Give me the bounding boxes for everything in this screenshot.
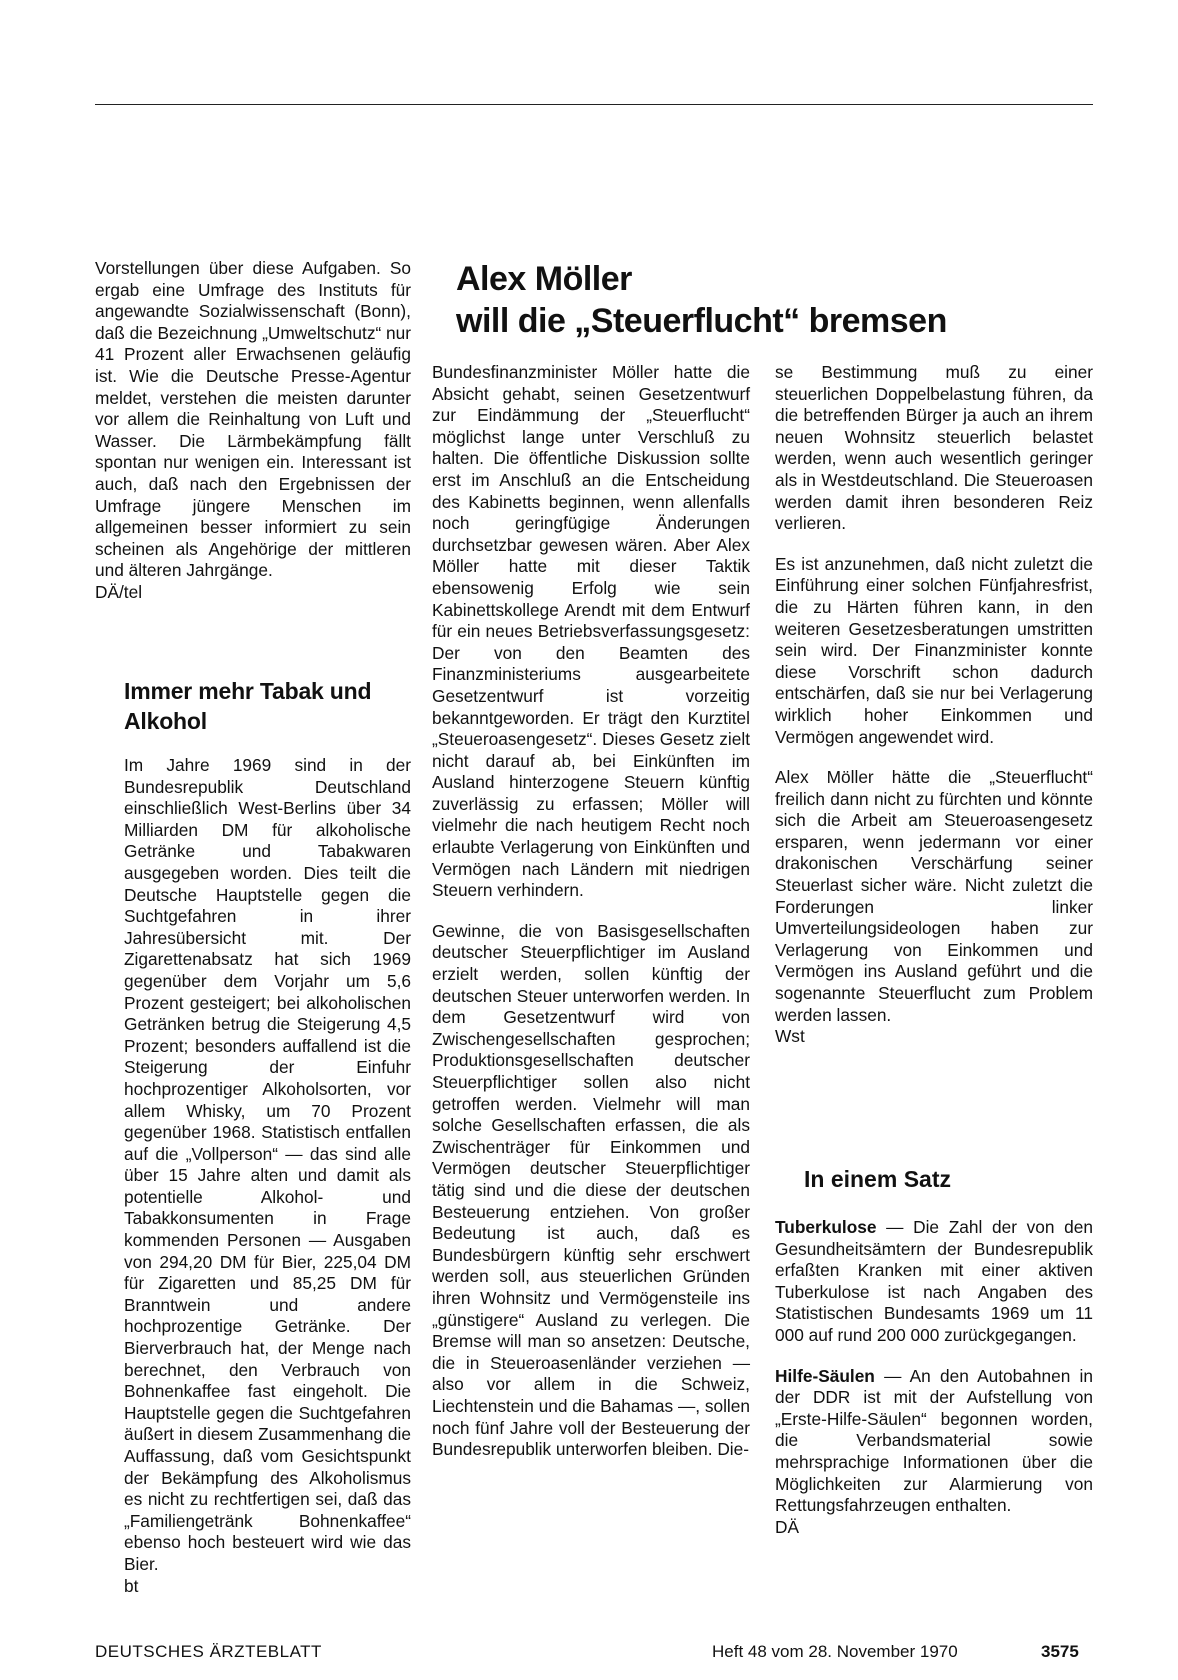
item-lead-tuberkulose: Tuberkulose	[775, 1217, 877, 1237]
main-paragraph-5: Alex Möller hätte die „Steuerflucht“ freilich dann nicht zu fürchten und könnte sich die Arbeit am Steueroasengesetz ersparen, wenn jedermann vor einer drakonischen Verschärfung seiner Steuerlast sicher wäre. Nicht zuletzt die Forderungen linker Umverteilungsideologen haben zur Verlagerung von Einkommen und Vermögen ins Ausland geführt und die sogenannte Steuerflucht zum Problem werden lassen.	[775, 767, 1093, 1025]
main-paragraph-2: Gewinne, die von Basisgesellschaften deutscher Steuerpflichtiger im Ausland erzielt werden, sollen künftig der deutschen Steuer unterworfen werden. In dem Gesetzentwurf wird von Zwischengesellschaften gesprochen; Produktionsgesellschaften deutscher Steuerpflichtiger sollen also nicht getroffen werden. Vielmehr will man solche Gesellschaften erfassen, die als Zwischenträger für Einkommen und Vermögen deutscher Steuerpflichtiger tätig sind und die diese der deutschen Besteuerung entziehen. Von großer Bedeutung ist auch, daß es Bundesbürgern künftig sehr erschwert werden soll, aus steuerlichen Gründen ihren Wohnsitz und Vermögensteile ins „günstigere“ Ausland zu verlegen. Die Bremse will man so ansetzen: Deutsche, die in Steueroasenländer verziehen — also vor allem in die Schweiz, Liechtenstein und die Bahamas —, sollen noch fünf Jahre voll der Besteuerung der Bundesrepublik unterworfen bleiben. Die-	[432, 920, 750, 1460]
footer-issue: Heft 48 vom 28. November 1970	[712, 1642, 958, 1661]
headline-line-2: will die „Steuerflucht“ bremsen	[456, 302, 947, 340]
continuation-text: Vorstellungen über diese Aufgaben. So ergab eine Umfrage des Instituts für angewandte Sozialwissenschaft (Bonn), daß die Bezeichnung „Umweltschutz“ nur 41 Prozent aller Erwachsenen geläufig ist. Wie die Deutsche Presse-Agentur meldet, verstehen die meisten darunter vor allem die Reinhaltung von Luft und Wasser. Die Lärmbekämpfung fällt spontan nur wenigen ein. Interessant ist auch, daß nach den Ergebnissen der Umfrage jüngere Menschen im allgemeinen besser informiert zu sein scheinen als Angehörige der mittleren und älteren Jahrgänge.	[95, 258, 412, 581]
tabak-alkohol-signoff: bt	[124, 1575, 139, 1596]
tabak-alkohol-text: Im Jahre 1969 sind in der Bundesrepublik Deutschland einschließlich West-Berlins über 34 Milliarden DM für alkoholische Getränke und Tabakwaren ausgegeben worden. Dies teilt die Deutsche Hauptstelle gegen die Suchtgefahren in ihrer Jahresübersicht mit. Der Zigarettenabsatz hat sich 1969 gegenüber dem Vorjahr um 5,6 Prozent gesteigert; bei alkoholischen Getränken betrug die Steigerung 4,5 Prozent; besonders auffallend ist die Steigerung der Einfuhr hochprozentiger Alkoholsorten, vor allem Whisky, um 70 Prozent gegenüber 1968. Statistisch entfallen auf die „Vollperson“ — das sind alle über 15 Jahre alten und damit als potentielle Alkohol- und Tabakkonsumenten in Frage kommenden Personen — Ausgaben von 294,20 DM für Bier, 225,04 DM für Zigaretten und 85,25 DM für Branntwein und andere hochprozentige Getränke. Der Bierverbrauch hat, der Menge nach berechnet, den Verbrauch von Bohnenkaffee fast eingeholt. Die Hauptstelle gegen die Suchtgefahren äußert in diesem Zusammenhang die Auffassung, daß vom Gesichtspunkt der Bekämpfung des Alkoholismus es nicht zu rechtfertigen sei, daß das „Familiengetränk Bohnenkaffee“ ebenso hoch besteuert wird wie das Bier.	[124, 755, 411, 1574]
item-text-hilfe-saeulen: — An den Autobahnen in der DDR ist mit der Aufstellung von „Erste-Hilfe-Säulen“ begonnen worden, die Verbandsmaterial sowie mehrsprachige Informationen über die Möglichkeiten zur Alarmierung von Rettungsfahrzeugen enthalten.	[775, 1365, 1093, 1516]
footer-publication: DEUTSCHES ÄRZTEBLATT	[95, 1642, 322, 1661]
continuation-signoff: DÄ/tel	[95, 581, 143, 602]
news-item-tuberkulose	[775, 1217, 1093, 1347]
main-article-right-column	[775, 362, 1093, 1048]
tabak-alkohol-heading: Immer mehr Tabak und Alkohol	[124, 678, 372, 734]
in-einem-satz-heading: In einem Satz	[804, 1166, 951, 1192]
news-item-hilfe-saeulen	[775, 1366, 1093, 1517]
footer-page-number: 3575	[1041, 1642, 1079, 1661]
top-rule	[95, 104, 1093, 105]
left-column-continuation	[95, 258, 411, 604]
main-paragraph-4: Es ist anzunehmen, daß nicht zuletzt die Einführung einer solchen Fünfjahresfrist, die zu Härten führen kann, in den weiteren Gesetzesberatungen umstritten sein wird. Der Finanzminister konnte diese Vorschrift schon dadurch entschärfen, daß sie nur bei Verlagerung wirklich hoher Einkommen und Vermögen angewendet wird.	[775, 553, 1093, 747]
item-text-tuberkulose: — Die Zahl der von den Gesundheitsämtern der Bundesrepublik erfaßten Kranken mit einer aktiven Tuberkulose ist nach Angaben des Statistischen Bundesamts 1969 um 11 000 auf rund 200 000 zurückgegangen.	[775, 1217, 1093, 1345]
main-headline	[456, 258, 1096, 342]
main-article-signoff: Wst	[775, 1026, 805, 1047]
main-article-middle-column	[432, 362, 750, 1461]
main-paragraph-1: Bundesfinanzminister Möller hatte die Absicht gehabt, seinen Gesetzentwurf zur Eindämmung der „Steuerflucht“ möglichst lange unter Verschluß zu halten. Die öffentliche Diskussion sollte erst im Anschluß an die Entscheidung des Kabinetts beginnen, wenn allenfalls noch geringfügige Änderungen durchsetzbar gewesen wären. Aber Alex Möller hatte mit dieser Taktik ebensowenig Erfolg wie sein Kabinettskollege Arendt mit dem Entwurf für ein neues Betriebsverfassungsgesetz: Der von den Beamten des Finanzministeriums ausgearbeitete Gesetzentwurf ist vorzeitig bekanntgeworden. Er trägt den Kurztitel „Steueroasengesetz“. Dieses Gesetz zielt nicht darauf ab, bei Einkünften im Ausland hinterzogene Steuern künftig zuverlässig zu erfassen; Möller will vielmehr die nach heutigem Recht noch erlaubte Verlagerung von Einkünften und Vermögen nach Ländern mit niedrigen Steuern verhindern.	[432, 362, 750, 901]
item-lead-hilfe-saeulen: Hilfe-Säulen	[775, 1365, 875, 1386]
main-paragraph-3: se Bestimmung muß zu einer steuerlichen Doppelbelastung führen, da die betreffenden Bürger ja auch an ihrem neuen Wohnsitz steuerlich belastet werden, wenn auch wesentlich geringer als in Westdeutschland. Die Steueroasen werden damit ihren besonderen Reiz verlieren.	[775, 362, 1093, 534]
tabak-alkohol-article	[124, 755, 411, 1597]
headline-line-1: Alex Möller	[456, 260, 632, 298]
hilfe-saeulen-signoff: DÄ	[775, 1516, 800, 1537]
in-einem-satz-items	[775, 1217, 1093, 1538]
